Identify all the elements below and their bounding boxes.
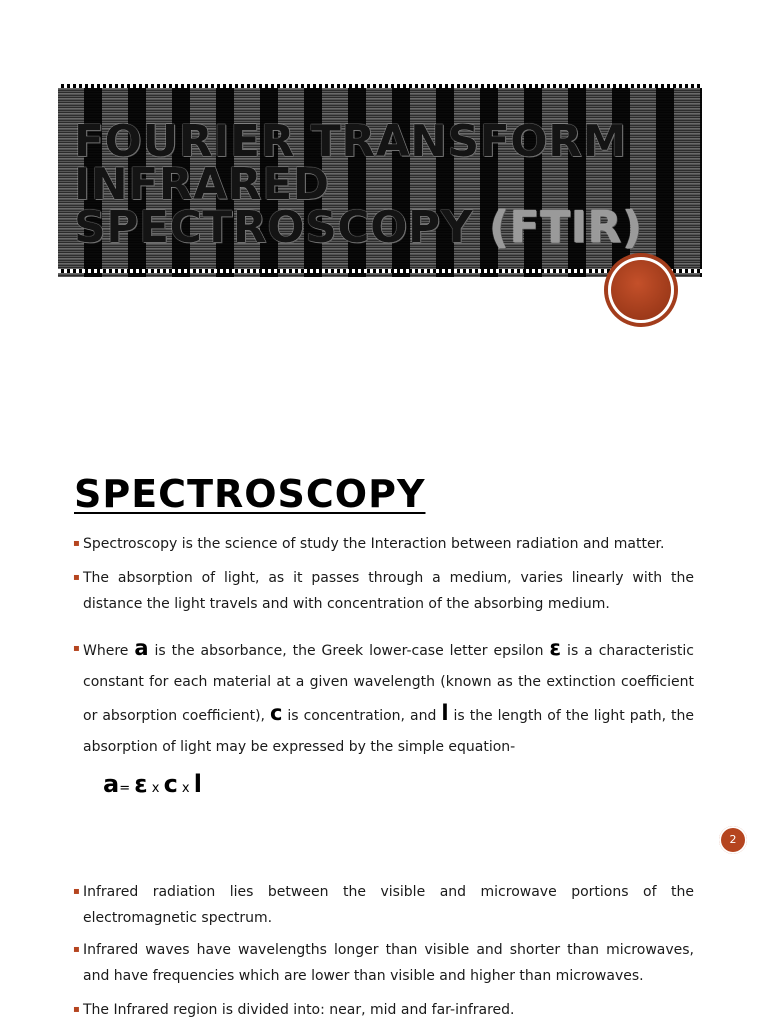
title-line-3: SPECTROSCOPY [74,202,474,253]
bullet-item [73,565,694,617]
bullet-square-icon: ▪ [73,1004,80,1015]
symbol-a: a [134,636,149,660]
bullet-text: The absorption of light, as it passes through a medium, varies linearly with the distance the light travels and with concentration of the absorbing medium. [83,570,694,612]
symbol-l: l [441,701,449,725]
title-abbreviation: (FTIR) [488,202,643,253]
eq-times-2: x [177,781,194,796]
bullet-item [73,633,694,763]
bullet-square-icon: ▪ [73,643,80,654]
text-segment: is the length of the light path, the absorption of light may be expressed by the simple equation- [83,708,695,755]
eq-epsilon: ε [134,770,148,798]
bullet-square-icon: ▪ [73,538,80,549]
eq-a: a [103,770,120,798]
bullet-item [73,997,694,1023]
text-segment: is the absorbance, the Greek lower-case letter epsilon [148,643,550,659]
eq-times-1: x [147,781,164,796]
bullet-square-icon: ▪ [73,572,80,583]
decorative-circle-logo [608,257,674,323]
banner-top-border [58,84,702,88]
text-segment: is concentration, and [282,708,442,724]
bullet-item [73,937,694,989]
bullet-text: Spectroscopy is the science of study the Interaction between radiation and matter. [83,536,665,552]
section-heading: SPECTROSCOPY [74,472,426,516]
bullet-item [73,879,694,931]
bullet-item [73,531,694,557]
symbol-c: c [269,701,283,725]
symbol-epsilon: ε [549,636,562,660]
slide-title [74,116,674,253]
bullet-text: Infrared waves have wavelengths longer than visible and shorter than microwaves, and have frequencies which are lower than visible and higher than microwaves. [83,942,694,984]
eq-equals: = [119,781,135,796]
page-number-badge: 2 [719,826,747,854]
eq-c: c [163,770,178,798]
bullet-text: Infrared radiation lies between the visible and microwave portions of the electromagnetic spectrum. [83,884,694,926]
eq-l: l [193,770,202,798]
text-segment: is a characteristic constant for each material at a given wavelength (known as the extinction coefficient or absorption coefficient), [83,643,694,724]
bullet-square-icon: ▪ [73,944,80,955]
absorbance-equation [103,770,202,798]
bullet-text-absorbance [73,633,694,763]
banner-bottom-border [58,269,702,273]
title-line-2: INFRARED [74,159,330,210]
bullet-text: The Infrared region is divided into: near, mid and far-infrared. [83,1002,515,1018]
text-segment: Where [83,643,135,659]
bullet-square-icon: ▪ [73,886,80,897]
title-line-1: FOURIER TRANSFORM [74,116,627,167]
